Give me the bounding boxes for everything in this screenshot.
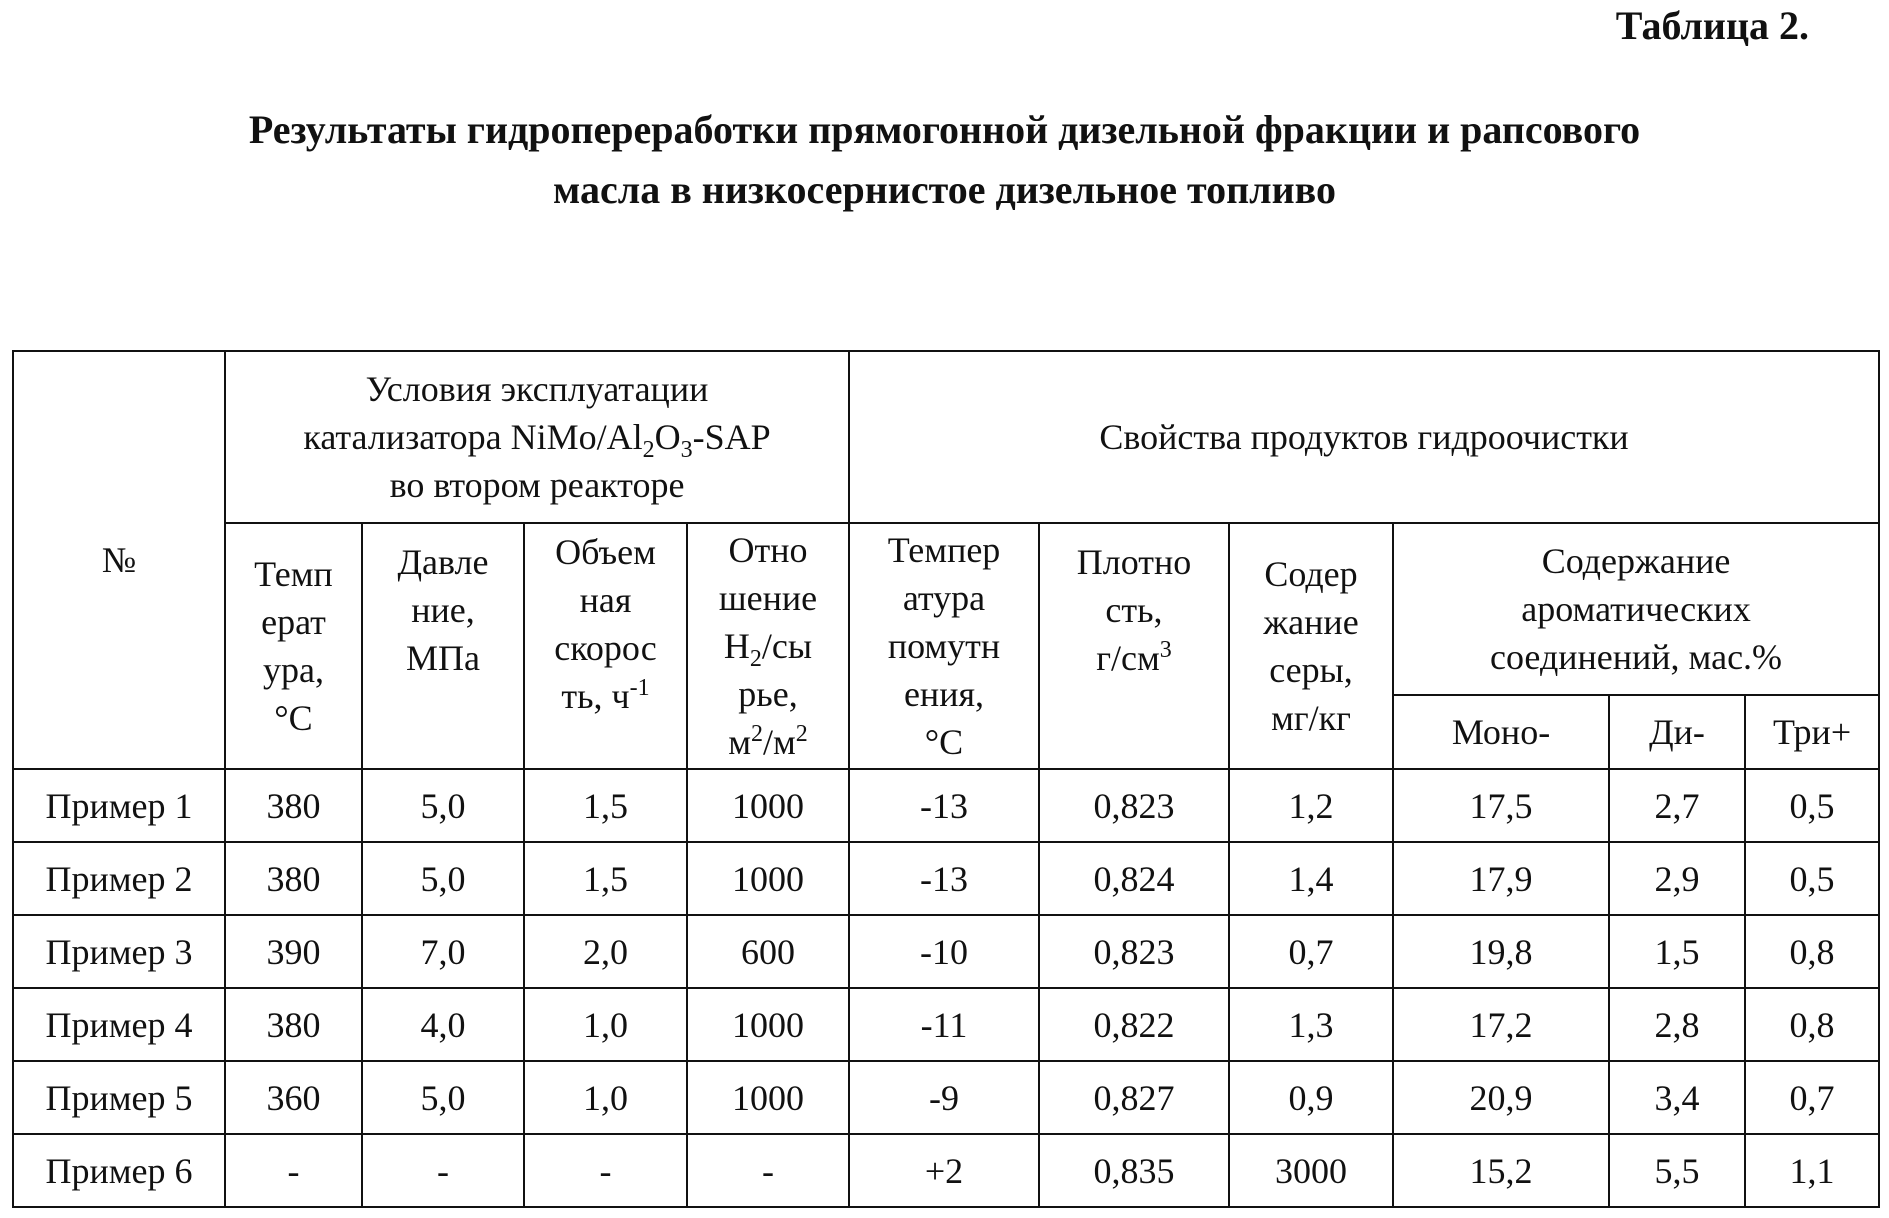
cell-space-velocity: 1,5 <box>524 769 687 842</box>
cell-h2-ratio: 1000 <box>687 988 849 1061</box>
header-space-velocity: Объем ная скорос ть, $ч^{-1}$ <box>524 523 687 769</box>
cell-di: 3,4 <box>1609 1061 1745 1134</box>
cell-h2-ratio: 1000 <box>687 769 849 842</box>
cell-pressure: 5,0 <box>362 1061 524 1134</box>
cell-density: 0,824 <box>1039 842 1229 915</box>
cell-tri: 0,5 <box>1745 769 1879 842</box>
header-row-groups <box>13 351 1879 523</box>
cell-cloud-point: -11 <box>849 988 1039 1061</box>
cell-pressure: 4,0 <box>362 988 524 1061</box>
cell-mono: 17,9 <box>1393 842 1609 915</box>
header-mono: Моно- <box>1393 695 1609 769</box>
row-label: Пример 2 <box>13 842 225 915</box>
header-h2-ratio: Отно шение $Н_2/сы$ рье, $м^2/м^2$ <box>687 523 849 769</box>
header-conditions-group <box>225 351 849 523</box>
header-temperature: Темп ерат ура, °С <box>225 523 362 769</box>
cell-sulfur: 1,2 <box>1229 769 1393 842</box>
cell-cloud-point: -13 <box>849 842 1039 915</box>
results-table <box>12 350 1880 1208</box>
cell-space-velocity: - <box>524 1134 687 1207</box>
row-label: Пример 1 <box>13 769 225 842</box>
cell-density: 0,823 <box>1039 769 1229 842</box>
cell-density: 0,835 <box>1039 1134 1229 1207</box>
table-row <box>13 988 1879 1061</box>
cell-tri: 0,7 <box>1745 1061 1879 1134</box>
row-label: Пример 6 <box>13 1134 225 1207</box>
cell-mono: 17,2 <box>1393 988 1609 1061</box>
cell-density: 0,827 <box>1039 1061 1229 1134</box>
cell-tri: 0,8 <box>1745 988 1879 1061</box>
table-row <box>13 769 1879 842</box>
cell-temperature: 360 <box>225 1061 362 1134</box>
cell-sulfur: 0,7 <box>1229 915 1393 988</box>
cell-di: 1,5 <box>1609 915 1745 988</box>
cell-h2-ratio: - <box>687 1134 849 1207</box>
cell-temperature: 380 <box>225 769 362 842</box>
cell-density: 0,822 <box>1039 988 1229 1061</box>
conditions-line-2: катализатора NiMo/$Al_2O_3$-SAP <box>303 417 771 464</box>
cell-tri: 0,5 <box>1745 842 1879 915</box>
cell-sulfur: 3000 <box>1229 1134 1393 1207</box>
cell-tri: 0,8 <box>1745 915 1879 988</box>
cell-density: 0,823 <box>1039 915 1229 988</box>
cell-mono: 20,9 <box>1393 1061 1609 1134</box>
cell-mono: 19,8 <box>1393 915 1609 988</box>
row-label: Пример 3 <box>13 915 225 988</box>
header-di: Ди- <box>1609 695 1745 769</box>
cell-temperature: 380 <box>225 842 362 915</box>
row-label: Пример 4 <box>13 988 225 1061</box>
header-properties-group: Свойства продуктов гидроочистки <box>849 351 1879 523</box>
cell-di: 2,8 <box>1609 988 1745 1061</box>
header-cloud-point: Темпер атура помутн ения, °С <box>849 523 1039 769</box>
cell-pressure: 5,0 <box>362 769 524 842</box>
header-density: Плотно сть, $г/см^3$ <box>1039 523 1229 769</box>
cell-h2-ratio: 1000 <box>687 1061 849 1134</box>
header-tri: Три+ <box>1745 695 1879 769</box>
header-row-columns <box>13 523 1879 695</box>
table-row <box>13 915 1879 988</box>
cell-cloud-point: +2 <box>849 1134 1039 1207</box>
table-row <box>13 1061 1879 1134</box>
cell-sulfur: 0,9 <box>1229 1061 1393 1134</box>
cell-sulfur: 1,3 <box>1229 988 1393 1061</box>
table-row <box>13 1134 1879 1207</box>
cell-cloud-point: -10 <box>849 915 1039 988</box>
cell-temperature: 380 <box>225 988 362 1061</box>
cell-pressure: 5,0 <box>362 842 524 915</box>
header-number: № <box>13 351 225 769</box>
cell-pressure: - <box>362 1134 524 1207</box>
header-sulfur: Содер жание серы, мг/кг <box>1229 523 1393 769</box>
conditions-line-1: Условия эксплуатации <box>365 369 709 409</box>
cell-sulfur: 1,4 <box>1229 842 1393 915</box>
cell-space-velocity: 1,0 <box>524 1061 687 1134</box>
title-line-2: масла в низкосернистое дизельное топливо <box>553 167 1336 212</box>
cell-space-velocity: 2,0 <box>524 915 687 988</box>
table-row <box>13 842 1879 915</box>
cell-tri: 1,1 <box>1745 1134 1879 1207</box>
cell-mono: 17,5 <box>1393 769 1609 842</box>
cell-h2-ratio: 1000 <box>687 842 849 915</box>
title-line-1: Результаты гидропереработки прямогонной дизельной фракции и рапсового <box>248 107 1641 152</box>
cell-temperature: 390 <box>225 915 362 988</box>
row-label: Пример 5 <box>13 1061 225 1134</box>
header-pressure: Давле ние, МПа <box>362 523 524 769</box>
conditions-line-3: во втором реакторе <box>389 465 685 505</box>
cell-di: 5,5 <box>1609 1134 1745 1207</box>
cell-cloud-point: -9 <box>849 1061 1039 1134</box>
document-title <box>0 100 1889 220</box>
cell-cloud-point: -13 <box>849 769 1039 842</box>
cell-pressure: 7,0 <box>362 915 524 988</box>
cell-temperature: - <box>225 1134 362 1207</box>
cell-mono: 15,2 <box>1393 1134 1609 1207</box>
cell-di: 2,9 <box>1609 842 1745 915</box>
cell-space-velocity: 1,5 <box>524 842 687 915</box>
cell-h2-ratio: 600 <box>687 915 849 988</box>
header-aromatics: Содержание ароматических соединений, мас.% <box>1393 523 1879 695</box>
cell-space-velocity: 1,0 <box>524 988 687 1061</box>
table-label: Таблица 2. <box>1615 3 1809 48</box>
cell-di: 2,7 <box>1609 769 1745 842</box>
